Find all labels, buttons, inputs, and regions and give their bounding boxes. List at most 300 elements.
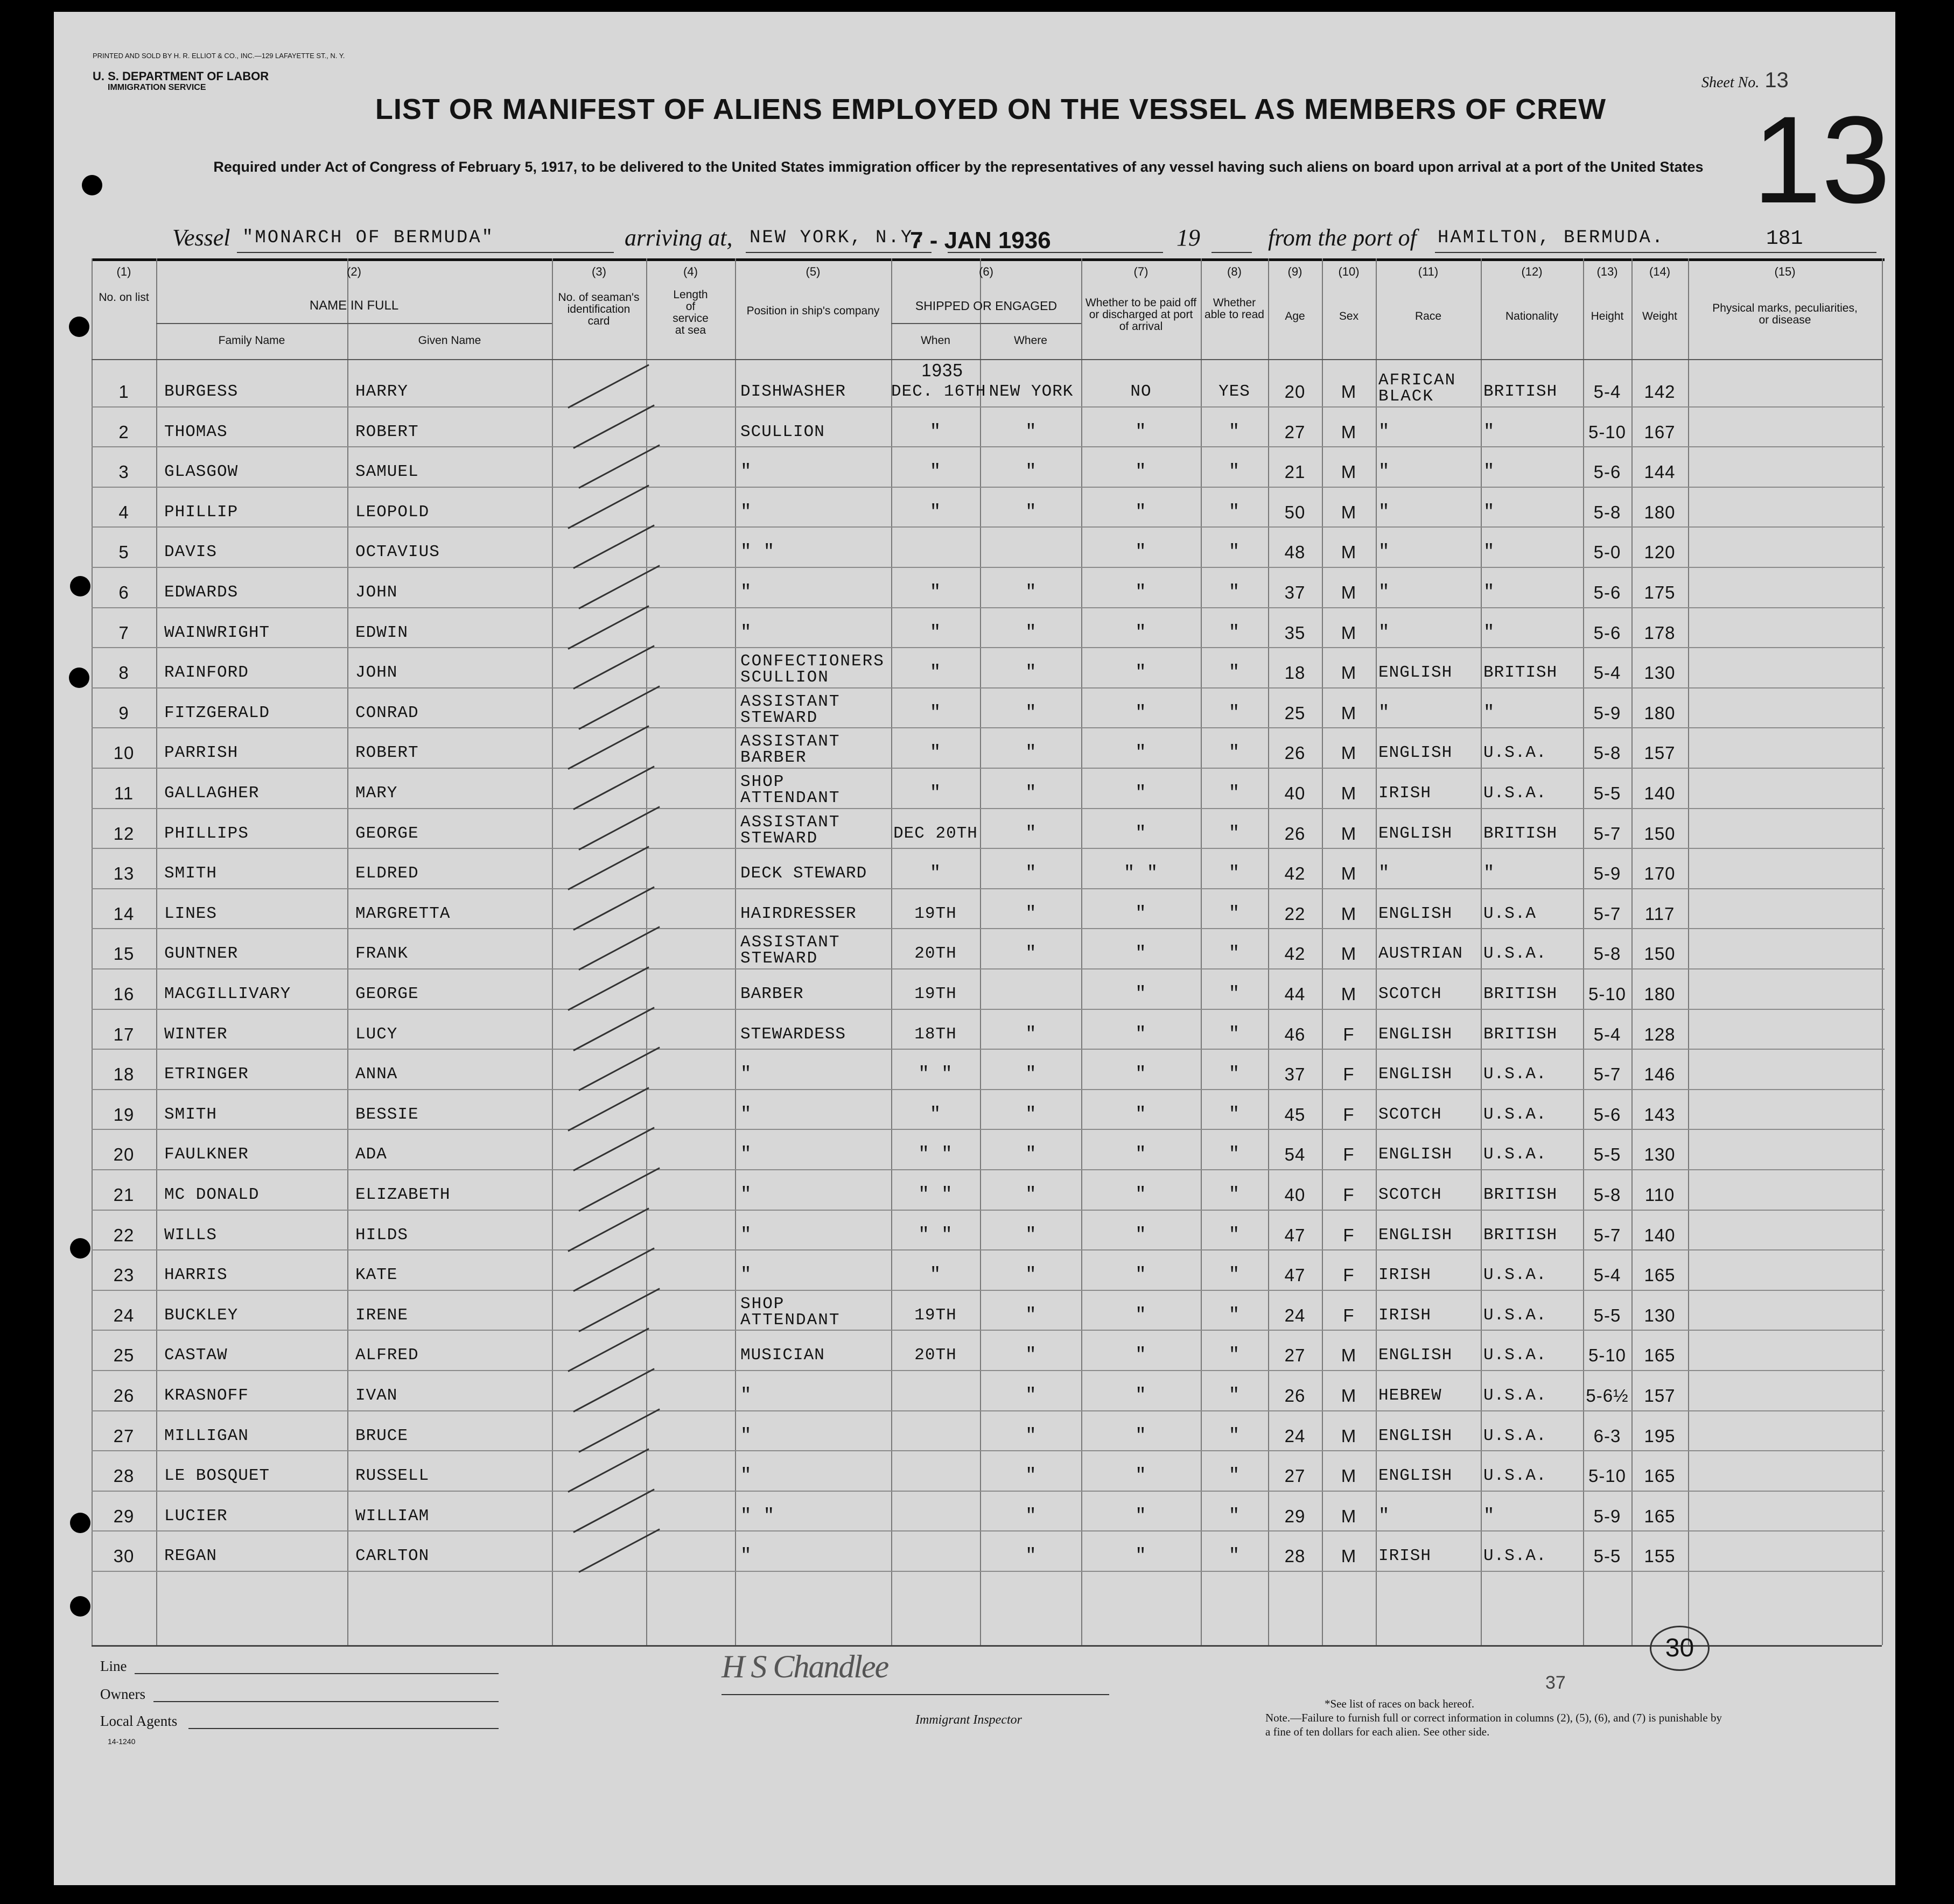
cell-nationality: U.S.A. xyxy=(1483,784,1547,803)
cell-given: LUCY xyxy=(355,1024,398,1044)
cell-sex: M xyxy=(1341,382,1357,402)
cell-where: " xyxy=(1025,1425,1037,1446)
cell-sex: F xyxy=(1343,1265,1355,1285)
cell-family: MC DONALD xyxy=(164,1185,260,1204)
check-mark-slash xyxy=(573,765,655,810)
row-rule xyxy=(92,1129,1885,1130)
cell-no: 12 xyxy=(113,823,135,844)
cell-weight: 150 xyxy=(1644,944,1676,964)
check-mark-slash xyxy=(573,886,655,930)
cell-weight: 128 xyxy=(1644,1024,1676,1044)
cell-race: " xyxy=(1378,462,1390,483)
cell-weight: 130 xyxy=(1644,1305,1676,1325)
cell-weight: 157 xyxy=(1644,1386,1676,1406)
cell-read: " xyxy=(1228,1345,1241,1366)
cell-height: 5-5 xyxy=(1593,1305,1621,1325)
col1-number: (1) xyxy=(116,265,131,278)
cell-when: " xyxy=(929,783,942,804)
cell-read: " xyxy=(1228,462,1241,483)
check-mark-slash xyxy=(578,806,660,850)
check-mark-slash xyxy=(573,1488,655,1533)
cell-nationality: " xyxy=(1483,582,1495,603)
owners-field xyxy=(153,1701,499,1702)
family-name-header: Family Name xyxy=(218,334,285,347)
cell-weight: 130 xyxy=(1644,1144,1676,1165)
cell-where: " xyxy=(1025,1265,1037,1286)
row-rule xyxy=(92,1530,1885,1531)
cell-weight: 117 xyxy=(1644,903,1675,924)
cell-when: 19TH xyxy=(914,1305,957,1325)
folio-number: 181 xyxy=(1766,227,1803,250)
col2-number: (2) xyxy=(347,265,361,278)
arriving-port: NEW YORK, N.Y. xyxy=(750,228,926,248)
cell-age: 46 xyxy=(1284,1024,1306,1044)
cell-race: " xyxy=(1378,542,1390,563)
cell-family: PARRISH xyxy=(164,743,239,763)
cell-nationality: " xyxy=(1483,462,1495,483)
check-mark-slash xyxy=(578,445,660,489)
cell-sex: F xyxy=(1343,1225,1355,1245)
cell-age: 27 xyxy=(1284,1466,1306,1486)
cell-when: " xyxy=(929,863,942,884)
cell-where: " xyxy=(1025,1024,1037,1045)
cell-weight: 150 xyxy=(1644,823,1676,844)
cell-position: SHOP ATTENDANT xyxy=(740,772,841,807)
cell-family: KRASNOFF xyxy=(164,1386,249,1405)
cell-given: WILLIAM xyxy=(355,1506,430,1526)
page-subtitle: Required under Act of Congress of February 5, 1917, to be delivered to the United States immigration officer by the representatives of any vessel having such aliens on board upon arrival at a port of the United States xyxy=(213,159,1704,175)
cell-no: 7 xyxy=(118,622,129,643)
binder-hole xyxy=(82,175,102,195)
cell-where: " xyxy=(1025,1305,1037,1326)
cell-no: 27 xyxy=(113,1425,135,1446)
cell-sex: M xyxy=(1341,582,1357,602)
cell-weight: 140 xyxy=(1644,783,1676,803)
cell-height: 5-5 xyxy=(1593,1144,1621,1165)
row-rule xyxy=(92,487,1885,488)
cell-where: " xyxy=(1025,1144,1037,1165)
check-mark-slash xyxy=(573,1127,655,1171)
cell-no: 2 xyxy=(118,421,129,442)
cell-where: " xyxy=(1025,1386,1037,1406)
check-mark-slash xyxy=(573,1248,655,1292)
cell-nationality: U.S.A. xyxy=(1483,1266,1547,1285)
cell-no: 5 xyxy=(118,542,129,563)
cell-nationality: U.S.A. xyxy=(1483,1547,1547,1566)
row-rule xyxy=(92,1210,1885,1211)
cell-paid: " xyxy=(1135,702,1147,723)
col3-number: (3) xyxy=(592,265,606,278)
line-label: Line xyxy=(100,1658,127,1674)
cell-where: " xyxy=(1025,944,1037,965)
cell-paid: " xyxy=(1135,1506,1147,1527)
cell-nationality: U.S.A. xyxy=(1483,1386,1547,1405)
cell-age: 20 xyxy=(1284,382,1306,402)
cell-nationality: " xyxy=(1483,421,1495,442)
cell-sex: M xyxy=(1341,502,1357,522)
cell-family: BURGESS xyxy=(164,382,239,401)
vessel-underline xyxy=(237,252,614,253)
cell-position: " xyxy=(740,1265,752,1286)
row-rule xyxy=(92,1049,1885,1050)
cell-nationality: U.S.A. xyxy=(1483,1305,1547,1325)
cell-paid: " xyxy=(1135,462,1147,483)
row-rule xyxy=(92,1330,1885,1331)
cell-position: " xyxy=(740,1104,752,1125)
cell-read: " xyxy=(1228,1425,1241,1446)
row-rule xyxy=(92,567,1885,568)
from-port: HAMILTON, BERMUDA. xyxy=(1438,228,1665,248)
cell-position: " xyxy=(740,1466,752,1487)
cell-position: MUSICIAN xyxy=(740,1346,825,1365)
cell-paid: " xyxy=(1135,1386,1147,1406)
cell-family: SMITH xyxy=(164,1105,218,1124)
cell-weight: 140 xyxy=(1644,1225,1676,1245)
cell-sex: M xyxy=(1341,702,1357,723)
cell-age: 47 xyxy=(1284,1265,1306,1285)
cell-sex: M xyxy=(1341,863,1357,884)
cell-nationality: " xyxy=(1483,863,1495,884)
cell-position: ASSISTANT STEWARD xyxy=(740,933,841,968)
handwritten-sheet-number: 13 xyxy=(1753,90,1890,229)
cell-sex: M xyxy=(1341,1546,1357,1566)
cell-weight: 195 xyxy=(1644,1425,1676,1446)
cell-no: 24 xyxy=(113,1305,135,1325)
row-rule xyxy=(92,968,1885,969)
where-header: Where xyxy=(1014,334,1047,347)
cell-height: 5-4 xyxy=(1593,382,1621,402)
cell-race: " xyxy=(1378,622,1390,643)
cell-position: " " xyxy=(740,1506,775,1527)
binder-hole xyxy=(70,1238,90,1259)
cell-given: BRUCE xyxy=(355,1426,409,1445)
cell-given: ADA xyxy=(355,1145,387,1164)
manifest-sheet xyxy=(54,12,1895,1885)
cell-height: 5-4 xyxy=(1593,1265,1621,1285)
cell-race: " xyxy=(1378,502,1390,523)
cell-sex: F xyxy=(1343,1104,1355,1125)
cell-paid: " xyxy=(1135,582,1147,603)
cell-height: 5-7 xyxy=(1593,1064,1621,1085)
cell-sex: M xyxy=(1341,903,1357,924)
cell-position: " xyxy=(740,502,752,523)
cell-read: " xyxy=(1228,863,1241,884)
check-mark-slash xyxy=(568,1328,649,1372)
col14-number: (14) xyxy=(1649,265,1671,278)
cell-nationality: U.S.A. xyxy=(1483,1466,1547,1486)
check-mark-slash xyxy=(578,685,660,729)
cell-given: ANNA xyxy=(355,1065,398,1084)
vessel-name: "MONARCH OF BERMUDA" xyxy=(242,228,495,248)
check-mark-slash xyxy=(578,926,660,971)
row-rule xyxy=(92,526,1885,528)
cell-given: SAMUEL xyxy=(355,462,419,482)
cell-weight: 180 xyxy=(1644,984,1676,1004)
cell-family: GUNTNER xyxy=(164,944,239,964)
cell-family: EDWARDS xyxy=(164,583,239,602)
col4-header: Length of service at sea xyxy=(673,289,709,336)
cell-race: IRISH xyxy=(1378,784,1432,803)
cell-no: 30 xyxy=(113,1546,135,1566)
cell-paid: " xyxy=(1135,542,1147,563)
cell-age: 26 xyxy=(1284,1386,1306,1406)
cell-position: DISHWASHER xyxy=(740,382,846,401)
cell-read: YES xyxy=(1218,382,1250,401)
cell-race: ENGLISH xyxy=(1378,824,1453,843)
cell-no: 8 xyxy=(118,663,129,683)
cell-race: " xyxy=(1378,702,1390,723)
cell-where: " xyxy=(1025,1225,1037,1246)
check-mark-slash xyxy=(568,846,649,890)
cell-given: MARGRETTA xyxy=(355,904,451,923)
col14-header: Weight xyxy=(1642,310,1677,322)
cell-family: LINES xyxy=(164,904,218,923)
footnote xyxy=(1265,1697,1728,1739)
cell-weight: 167 xyxy=(1644,421,1676,442)
row-rule xyxy=(92,1169,1885,1170)
cell-sex: M xyxy=(1341,462,1357,482)
year-annotation: 1935 xyxy=(921,360,963,380)
cell-read: " xyxy=(1228,1064,1241,1085)
col10-header: Sex xyxy=(1339,310,1359,322)
cell-read: " xyxy=(1228,1265,1241,1286)
line-field xyxy=(135,1673,499,1674)
cell-sex: F xyxy=(1343,1144,1355,1165)
service-name: IMMIGRATION SERVICE xyxy=(108,83,206,92)
races-note: *See list of races on back hereof. xyxy=(1325,1697,1475,1710)
cell-no: 16 xyxy=(113,984,135,1004)
row-rule xyxy=(92,446,1885,447)
binder-hole xyxy=(70,1513,90,1533)
cell-race: ENGLISH xyxy=(1378,1346,1453,1365)
cell-age: 24 xyxy=(1284,1305,1306,1325)
cell-age: 24 xyxy=(1284,1425,1306,1446)
cell-race: ENGLISH xyxy=(1378,1466,1453,1486)
cell-position: " xyxy=(740,462,752,483)
cell-where: " xyxy=(1025,421,1037,442)
cell-race: " xyxy=(1378,863,1390,884)
row-rule xyxy=(92,1089,1885,1090)
cell-position: " xyxy=(740,582,752,603)
cell-weight: 175 xyxy=(1644,582,1676,602)
cell-when: " xyxy=(929,702,942,723)
cell-sex: F xyxy=(1343,1185,1355,1205)
cell-given: FRANK xyxy=(355,944,409,964)
col4-number: (4) xyxy=(683,265,698,278)
cell-where: " xyxy=(1025,622,1037,643)
circled-total: 30 xyxy=(1650,1626,1710,1671)
cell-weight: 180 xyxy=(1644,702,1676,723)
cell-no: 28 xyxy=(113,1466,135,1486)
cell-read: " xyxy=(1228,984,1241,1004)
cell-nationality: U.S.A. xyxy=(1483,1346,1547,1365)
arriving-underline xyxy=(746,252,932,253)
cell-where: " xyxy=(1025,663,1037,684)
cell-paid: " xyxy=(1135,1225,1147,1246)
cell-age: 18 xyxy=(1284,663,1306,683)
row-rule xyxy=(92,687,1885,688)
cell-where: " xyxy=(1025,1546,1037,1567)
cell-paid: " xyxy=(1135,1546,1147,1567)
cell-when: DEC 20TH xyxy=(893,824,978,843)
cell-position: " " xyxy=(740,542,775,563)
header-bottom-rule xyxy=(92,359,1882,360)
cell-height: 5-10 xyxy=(1588,1466,1627,1486)
row-rule xyxy=(92,1370,1885,1371)
cell-family: FAULKNER xyxy=(164,1145,249,1164)
cell-weight: 110 xyxy=(1644,1185,1675,1205)
cell-no: 15 xyxy=(113,944,135,964)
cell-age: 54 xyxy=(1284,1144,1306,1165)
check-mark-slash xyxy=(578,1167,660,1211)
year-underline xyxy=(1211,252,1252,253)
cell-race: ENGLISH xyxy=(1378,1065,1453,1084)
cell-given: ALFRED xyxy=(355,1346,419,1365)
cell-sex: F xyxy=(1343,1024,1355,1044)
col3-header: No. of seaman's identification card xyxy=(558,291,640,327)
cell-race: IRISH xyxy=(1378,1266,1432,1285)
cell-no: 21 xyxy=(113,1185,135,1205)
col2-subrule xyxy=(156,323,552,324)
cell-when: 20TH xyxy=(914,944,957,964)
col6-subrule xyxy=(891,323,1081,324)
cell-given: BESSIE xyxy=(355,1105,419,1124)
cell-nationality: U.S.A. xyxy=(1483,743,1547,763)
cell-sex: M xyxy=(1341,944,1357,964)
check-mark-slash xyxy=(568,605,649,649)
cell-age: 21 xyxy=(1284,462,1306,482)
cell-given: ELDRED xyxy=(355,864,419,883)
cell-position: ASSISTANT STEWARD xyxy=(740,692,841,727)
cell-race: " xyxy=(1378,582,1390,603)
col13-header: Height xyxy=(1591,310,1624,322)
cell-sex: M xyxy=(1341,984,1357,1004)
cell-weight: 157 xyxy=(1644,743,1676,763)
cell-family: LE BOSQUET xyxy=(164,1466,270,1486)
check-mark-slash xyxy=(573,1007,655,1051)
penalty-note: Note.—Failure to furnish full or correct information in columns (2), (5), (6), and (7) is punishable by a fine of ten dollars for each alien. See other side. xyxy=(1265,1711,1722,1738)
cell-where: " xyxy=(1025,743,1037,764)
cell-nationality: " xyxy=(1483,542,1495,563)
cell-read: " xyxy=(1228,944,1241,965)
cell-height: 5-10 xyxy=(1588,1345,1627,1366)
cell-family: ETRINGER xyxy=(164,1065,249,1084)
from-port-underline xyxy=(1435,252,1876,253)
cell-no: 6 xyxy=(118,582,129,602)
cell-given: GEORGE xyxy=(355,824,419,843)
col7-header: Whether to be paid off or discharged at port of arrival xyxy=(1085,297,1197,333)
cell-read: " xyxy=(1228,1185,1241,1205)
cell-family: WINTER xyxy=(164,1024,228,1044)
cell-age: 37 xyxy=(1284,1064,1306,1085)
cell-read: " xyxy=(1228,743,1241,764)
cell-race: ENGLISH xyxy=(1378,1426,1453,1445)
cell-no: 22 xyxy=(113,1225,135,1245)
cell-sex: M xyxy=(1341,622,1357,643)
cell-weight: 170 xyxy=(1644,863,1676,884)
vessel-label: Vessel xyxy=(172,224,230,251)
cell-nationality: U.S.A. xyxy=(1483,1426,1547,1445)
cell-age: 27 xyxy=(1284,1345,1306,1366)
cell-height: 5-10 xyxy=(1588,421,1627,442)
cell-nationality: " xyxy=(1483,1506,1495,1527)
cell-weight: 144 xyxy=(1644,462,1676,482)
local-agents-field xyxy=(188,1728,499,1729)
cell-position: " xyxy=(740,1185,752,1205)
cell-no: 29 xyxy=(113,1506,135,1526)
cell-weight: 142 xyxy=(1644,382,1676,402)
cell-where: " xyxy=(1025,1104,1037,1125)
check-mark-slash xyxy=(573,645,655,690)
cell-height: 5-9 xyxy=(1593,702,1621,723)
col6-number: (6) xyxy=(979,265,993,278)
cell-no: 19 xyxy=(113,1104,135,1125)
row-rule xyxy=(92,1410,1885,1411)
cell-paid: " xyxy=(1135,1305,1147,1326)
cell-paid: " xyxy=(1135,1104,1147,1125)
cell-read: " xyxy=(1228,1506,1241,1527)
cell-read: " xyxy=(1228,502,1241,523)
cell-race: ENGLISH xyxy=(1378,743,1453,763)
cell-nationality: BRITISH xyxy=(1483,1024,1558,1044)
row-rule xyxy=(92,406,1885,408)
cell-where: " xyxy=(1025,702,1037,723)
date-stamp: 7 - JAN 1936 xyxy=(910,227,1051,254)
cell-read: " xyxy=(1228,1305,1241,1326)
check-mark-slash xyxy=(568,484,649,529)
cell-when: " xyxy=(929,582,942,603)
cell-height: 5-6 xyxy=(1593,622,1621,643)
cell-when: " " xyxy=(918,1225,953,1246)
cell-no: 11 xyxy=(114,783,134,803)
cell-nationality: U.S.A. xyxy=(1483,1105,1547,1124)
cell-position: HAIRDRESSER xyxy=(740,904,857,923)
cell-where: " xyxy=(1025,1064,1037,1085)
cell-height: 5-6½ xyxy=(1586,1386,1629,1406)
department-name: U. S. DEPARTMENT OF LABOR xyxy=(93,69,269,83)
cell-given: KATE xyxy=(355,1266,398,1285)
cell-sex: M xyxy=(1341,743,1357,763)
cell-family: WAINWRIGHT xyxy=(164,623,270,642)
cell-age: 25 xyxy=(1284,702,1306,723)
cell-nationality: " xyxy=(1483,702,1495,723)
cell-age: 37 xyxy=(1284,582,1306,602)
cell-weight: 120 xyxy=(1644,542,1676,563)
cell-given: JOHN xyxy=(355,663,398,683)
cell-no: 3 xyxy=(118,462,129,482)
cell-race: HEBREW xyxy=(1378,1386,1442,1405)
margin-note: 37 xyxy=(1545,1673,1566,1693)
cell-when: 18TH xyxy=(914,1024,957,1044)
cell-position: STEWARDESS xyxy=(740,1024,846,1044)
cell-when: " xyxy=(929,421,942,442)
col6-header: SHIPPED OR ENGAGED xyxy=(915,299,1057,313)
cell-sex: M xyxy=(1341,663,1357,683)
cell-nationality: U.S.A. xyxy=(1483,1145,1547,1164)
cell-given: JOHN xyxy=(355,583,398,602)
cell-no: 26 xyxy=(113,1386,135,1406)
cell-read: " xyxy=(1228,542,1241,563)
cell-weight: 178 xyxy=(1644,622,1676,643)
cell-paid: " xyxy=(1135,1425,1147,1446)
sheet-number-label: Sheet No. xyxy=(1701,74,1760,91)
cell-position: " xyxy=(740,1386,752,1406)
cell-height: 5-7 xyxy=(1593,1225,1621,1245)
cell-where: " xyxy=(1025,1185,1037,1205)
cell-nationality: U.S.A. xyxy=(1483,1065,1547,1084)
cell-family: THOMAS xyxy=(164,422,228,441)
row-rule xyxy=(92,1571,1885,1572)
